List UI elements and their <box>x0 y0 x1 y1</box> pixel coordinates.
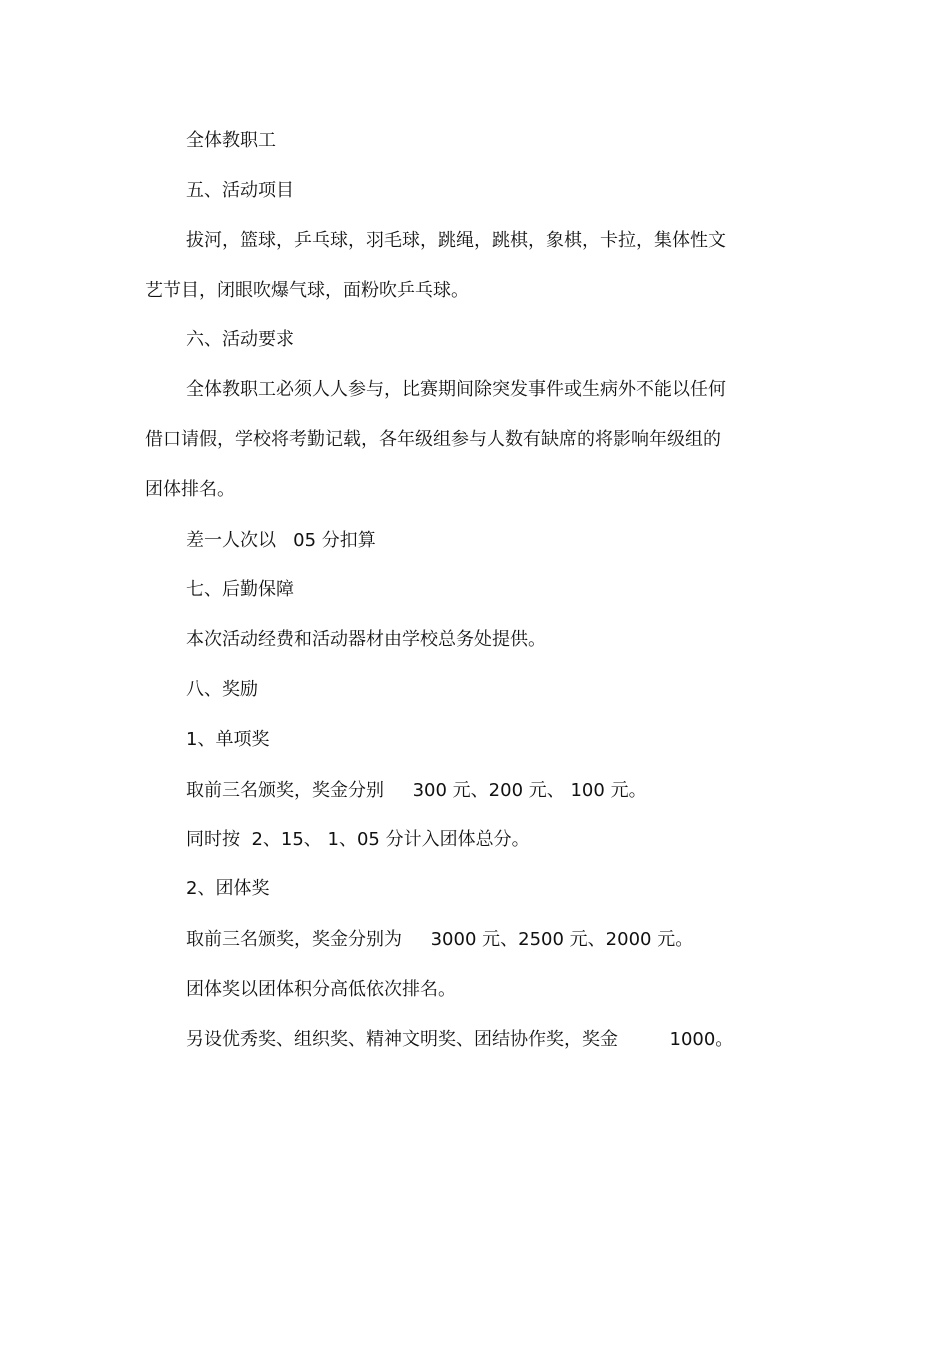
subsection-heading: 1、单项奖 <box>186 729 270 750</box>
section-heading: 五、活动项目 <box>186 180 294 201</box>
text-line: 拔河，篮球，乒乓球，羽毛球，跳绳，跳棋，象棋，卡拉，集体性文 <box>186 230 726 251</box>
text-line: 取前三名颁奖，奖金分别 300 元、200 元、 100 元。 <box>186 780 647 801</box>
section-heading: 七、后勤保障 <box>186 579 294 600</box>
text-line: 差一人次以 05 分扣算 <box>186 530 376 551</box>
text-line: 本次活动经费和活动器材由学校总务处提供。 <box>186 629 546 650</box>
text-line: 另设优秀奖、组织奖、精神文明奖、团结协作奖，奖金 1000。 <box>186 1029 734 1050</box>
text-line: 全体教职工必须人人参与，比赛期间除突发事件或生病外不能以任何 <box>186 379 726 400</box>
text-line: 借口请假，学校将考勤记载，各年级组参与人数有缺席的将影响年级组的 <box>145 429 721 450</box>
section-heading: 六、活动要求 <box>186 329 294 350</box>
subsection-heading: 2、团体奖 <box>186 878 270 899</box>
text-line: 团体奖以团体积分高低依次排名。 <box>186 979 456 1000</box>
text-line: 艺节目，闭眼吹爆气球，面粉吹乒乓球。 <box>145 280 469 301</box>
text-line: 团体排名。 <box>145 479 235 500</box>
text-line: 取前三名颁奖，奖金分别为 3000 元、2500 元、2000 元。 <box>186 929 694 950</box>
section-heading: 八、奖励 <box>186 679 258 700</box>
text-line: 同时按 2、15、 1、05 分计入团体总分。 <box>186 829 530 850</box>
text-line: 全体教职工 <box>186 130 276 151</box>
